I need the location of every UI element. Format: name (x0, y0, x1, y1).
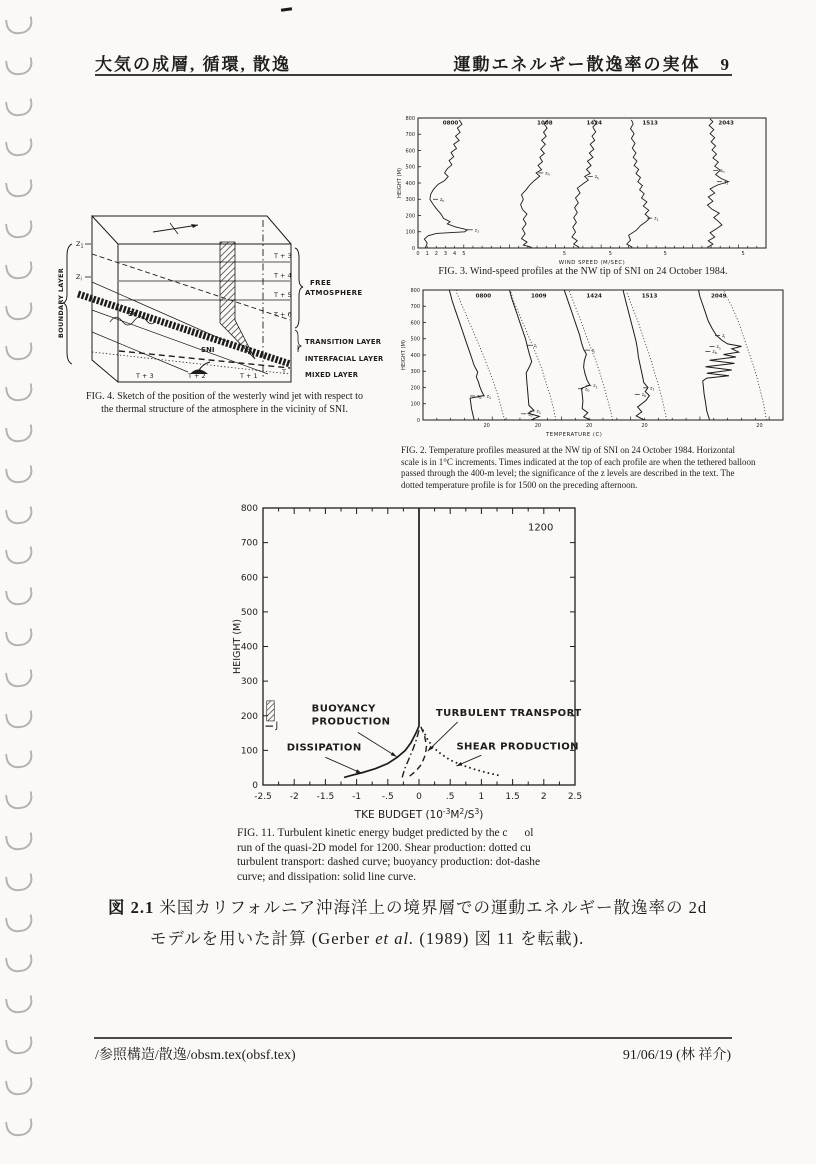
svg-text:zb: $z_b$ (477, 394, 482, 400)
svg-text:5: 5 (663, 251, 667, 257)
svg-text:1.5: 1.5 (505, 792, 520, 802)
binding-hole (5, 261, 34, 281)
svg-text:WIND SPEED (M/SEC): WIND SPEED (M/SEC) (558, 260, 626, 266)
fig11-tke-budget-chart (230, 498, 590, 828)
svg-text:20: 20 (641, 423, 648, 429)
fig3-caption: FIG. 3. Wind-speed profiles at the NW tip of SNI on 24 October 1984. (438, 266, 728, 277)
svg-text:2: 2 (434, 251, 438, 257)
svg-text:100: 100 (240, 746, 258, 757)
svg-text:0800: 0800 (442, 120, 459, 127)
binding-hole (5, 628, 34, 648)
binding-hole (5, 343, 34, 363)
scan-artifact-dash (281, 7, 292, 12)
binding-hole (5, 57, 34, 77)
svg-text:800: 800 (240, 504, 258, 514)
svg-text:z1: $z_1$ (654, 216, 659, 222)
svg-text:800: 800 (405, 115, 415, 122)
binding-hole (5, 955, 34, 975)
jp-fig-number: 図 2.1 (108, 898, 155, 917)
svg-text:z1: $z_1$ (486, 394, 492, 400)
svg-text:zb: $z_b$ (712, 350, 717, 356)
svg-text:200: 200 (405, 213, 415, 220)
svg-text:300: 300 (410, 369, 420, 376)
svg-text:20: 20 (756, 423, 763, 429)
svg-text:20: 20 (534, 423, 542, 429)
svg-text:T + 5: T + 5 (274, 291, 292, 299)
svg-text:800: 800 (410, 287, 420, 294)
svg-text:700: 700 (405, 132, 415, 139)
svg-text:0800: 0800 (475, 293, 492, 300)
svg-text:500: 500 (240, 607, 258, 618)
header-left-title: 大気の成層, 循環, 散逸 (95, 55, 291, 74)
jp-caption-line2: モデルを用いた計算 (Gerber et al. (1989) 図 11 を転載). (150, 929, 585, 948)
svg-text:-.5: -.5 (381, 792, 394, 802)
svg-text:T + 2: T + 2 (188, 372, 206, 380)
header-right-title (454, 50, 732, 75)
svg-text:700: 700 (240, 538, 258, 549)
svg-text:z1: $z_1$ (716, 345, 721, 351)
svg-text:T + 1: T + 1 (240, 372, 258, 380)
svg-text:2: 2 (540, 792, 547, 802)
svg-text:BOUNDARY LAYER: BOUNDARY LAYER (57, 267, 65, 339)
svg-text:ATMOSPHERE: ATMOSPHERE (305, 289, 363, 297)
svg-text:3: 3 (443, 251, 448, 257)
svg-text:TRANSITION LAYER: TRANSITION LAYER (305, 338, 382, 346)
svg-text:TEMPERATURE (C): TEMPERATURE (C) (546, 432, 603, 438)
svg-text:0: 0 (416, 417, 420, 424)
svg-text:HEIGHT (M): HEIGHT (M) (401, 340, 407, 370)
svg-text:HEIGHT (M): HEIGHT (M) (232, 619, 243, 674)
svg-text:400: 400 (405, 180, 415, 187)
svg-text:zh: $z_h$ (594, 175, 600, 181)
binding-hole (5, 424, 34, 444)
svg-text:500: 500 (405, 164, 415, 171)
svg-text:600: 600 (240, 573, 258, 584)
fig2-temperature-chart (396, 284, 800, 436)
binding-hole (5, 710, 34, 730)
svg-text:HEIGHT (M): HEIGHT (M) (397, 168, 403, 198)
svg-text:0: 0 (411, 245, 415, 252)
svg-text:MIXED LAYER: MIXED LAYER (305, 371, 359, 379)
jp-caption-line1: 米国カリフォルニア沖海洋上の境界層での運動エネルギー散逸率の 2d (159, 898, 708, 917)
svg-text:100: 100 (410, 401, 420, 408)
page-number: 9 (720, 55, 731, 74)
svg-text:TKE BUDGET (10-3M2/S3): TKE BUDGET $(10^{-3}M^2/S^3)$ (354, 807, 484, 821)
svg-text:1424: 1424 (586, 293, 602, 300)
svg-text:INTERFACIAL LAYER: INTERFACIAL LAYER (305, 355, 384, 363)
binding-hole (5, 383, 34, 403)
svg-text:Zi: $Z_i$ (76, 273, 82, 283)
svg-text:-1: -1 (352, 792, 362, 802)
svg-text:5: 5 (741, 251, 745, 257)
svg-text:zh: $z_h$ (720, 168, 725, 175)
svg-text:2049: 2049 (711, 293, 727, 300)
binding-hole (5, 751, 34, 771)
svg-text:DISSIPATION: DISSIPATION (286, 742, 362, 754)
footer-rule (94, 1037, 732, 1039)
footer-date-author: 91/06/19 (林 祥介) (622, 1048, 731, 1063)
binding-hole (5, 139, 34, 159)
svg-text:zb: $z_b$ (641, 392, 647, 399)
svg-text:500: 500 (410, 336, 420, 343)
svg-text:20: 20 (483, 423, 490, 429)
svg-text:T: T (282, 368, 286, 376)
svg-text:FREE: FREE (310, 279, 332, 287)
svg-text:zh: $z_h$ (545, 171, 550, 177)
binding-hole (5, 832, 34, 852)
svg-text:2.5: 2.5 (567, 792, 583, 802)
svg-text:zb: $z_b$ (585, 387, 590, 393)
svg-text:T + 3: T + 3 (274, 252, 292, 260)
svg-text:z1: $z_1$ (474, 228, 480, 234)
svg-text:-1.5: -1.5 (316, 792, 335, 802)
svg-text:400: 400 (410, 352, 420, 359)
fig4-caption: FIG. 4. Sketch of the position of the westerly wind jet with respect to the thermal structure of the atmosphere in the vicinity of SNI. (86, 391, 363, 415)
svg-text:Sc: Sc (128, 310, 138, 318)
binding-hole (5, 179, 34, 199)
binding-hole (5, 465, 34, 485)
svg-text:0: 0 (252, 781, 258, 791)
binding-hole (5, 995, 34, 1015)
svg-text:0: 0 (416, 251, 420, 257)
svg-text:1: 1 (478, 792, 485, 802)
svg-text:PRODUCTION: PRODUCTION (311, 716, 391, 728)
svg-text:TURBULENT TRANSPORT: TURBULENT TRANSPORT (435, 707, 582, 719)
et-al-italic: et al. (375, 929, 415, 948)
svg-text:SNI: SNI (201, 346, 215, 354)
binding-hole (5, 16, 34, 36)
svg-text:.5: .5 (445, 792, 455, 802)
svg-text:700: 700 (410, 304, 420, 311)
binding-hole (5, 873, 34, 893)
footer-path: /参照構造/散逸/obsm.tex(obsf.tex) (95, 1048, 296, 1063)
svg-text:zi: $z_i$ (591, 348, 596, 354)
svg-text:1513: 1513 (641, 293, 658, 300)
svg-text:2043: 2043 (718, 120, 734, 127)
svg-text:0: 0 (416, 792, 422, 802)
svg-text:5: 5 (608, 251, 612, 257)
svg-text:100: 100 (405, 229, 415, 236)
japanese-figure-caption (0, 894, 816, 949)
binding-hole (5, 98, 34, 118)
header-right-text: 運動エネルギー散逸率の実体 (453, 55, 701, 74)
svg-text:zi: $z_i$ (722, 334, 726, 340)
fig3-wind-speed-chart (392, 110, 774, 272)
svg-text:z1: $z_1$ (723, 180, 729, 186)
svg-text:BUOYANCY: BUOYANCY (311, 703, 376, 715)
svg-text:J: J (275, 721, 279, 732)
svg-text:200: 200 (240, 711, 258, 722)
svg-text:1424: 1424 (586, 120, 603, 127)
svg-text:T + 6: T + 6 (274, 310, 292, 319)
svg-text:z1: $z_1$ (650, 386, 655, 392)
svg-text:SHEAR PRODUCTION: SHEAR PRODUCTION (456, 741, 579, 753)
fig11-caption: FIG. 11. Turbulent kinetic energy budget predicted by the c ol run of the quasi-2D model for 1200. Shear production: dotted cu turbulent transport: dashed curve; buoyancy production: dot-dashe curve; and dissipation: solid line curve. (237, 827, 541, 883)
svg-text:zb: $z_b$ (528, 412, 533, 418)
header-rule (95, 74, 732, 76)
fig2-caption: FIG. 2. Temperature profiles measured at the NW tip of SNI on 24 October 1984. Horizontal scale is in 1°C increments. Times indicated at the top of each profile are when the tethered balloon passed through the 400-m level; the significance of the z levels are described in the text. The dotted temperature profile is for 1500 on the preceding afternoon. (401, 445, 756, 490)
svg-text:1008: 1008 (537, 120, 553, 127)
svg-text:300: 300 (240, 677, 258, 688)
svg-text:1513: 1513 (642, 120, 658, 127)
svg-text:20: 20 (585, 423, 593, 429)
binding-hole (5, 669, 34, 689)
binding-hole (5, 587, 34, 607)
svg-text:1200: 1200 (527, 522, 554, 534)
svg-text:4: 4 (453, 251, 457, 257)
svg-text:T + 4: T + 4 (274, 271, 292, 280)
svg-text:T + 3: T + 3 (136, 372, 154, 380)
binding-hole (5, 302, 34, 322)
binding-hole (5, 1036, 34, 1056)
svg-text:600: 600 (405, 148, 415, 155)
svg-text:5: 5 (562, 251, 567, 257)
svg-text:z1: $z_1$ (536, 409, 541, 415)
binding-hole (5, 547, 34, 567)
svg-text:-2.5: -2.5 (254, 792, 272, 802)
svg-text:200: 200 (410, 385, 420, 392)
svg-text:-2: -2 (289, 792, 299, 802)
svg-text:300: 300 (405, 197, 415, 204)
svg-text:600: 600 (410, 320, 420, 327)
svg-text:1: 1 (425, 251, 429, 257)
svg-text:5: 5 (462, 251, 466, 257)
svg-text:zi: $z_i$ (533, 343, 538, 350)
svg-text:Z1: $Z_1$ (76, 240, 84, 250)
binding-hole (5, 1118, 34, 1138)
svg-text:400: 400 (240, 642, 258, 653)
svg-text:zh: $z_h$ (439, 197, 445, 204)
binding-hole (5, 791, 34, 811)
fig4-boundary-layer-sketch (58, 202, 393, 390)
svg-text:1009: 1009 (531, 293, 547, 300)
binding-hole (5, 506, 34, 526)
svg-text:z1: $z_1$ (593, 384, 598, 390)
binding-hole (5, 220, 34, 240)
binding-hole (5, 1077, 34, 1097)
